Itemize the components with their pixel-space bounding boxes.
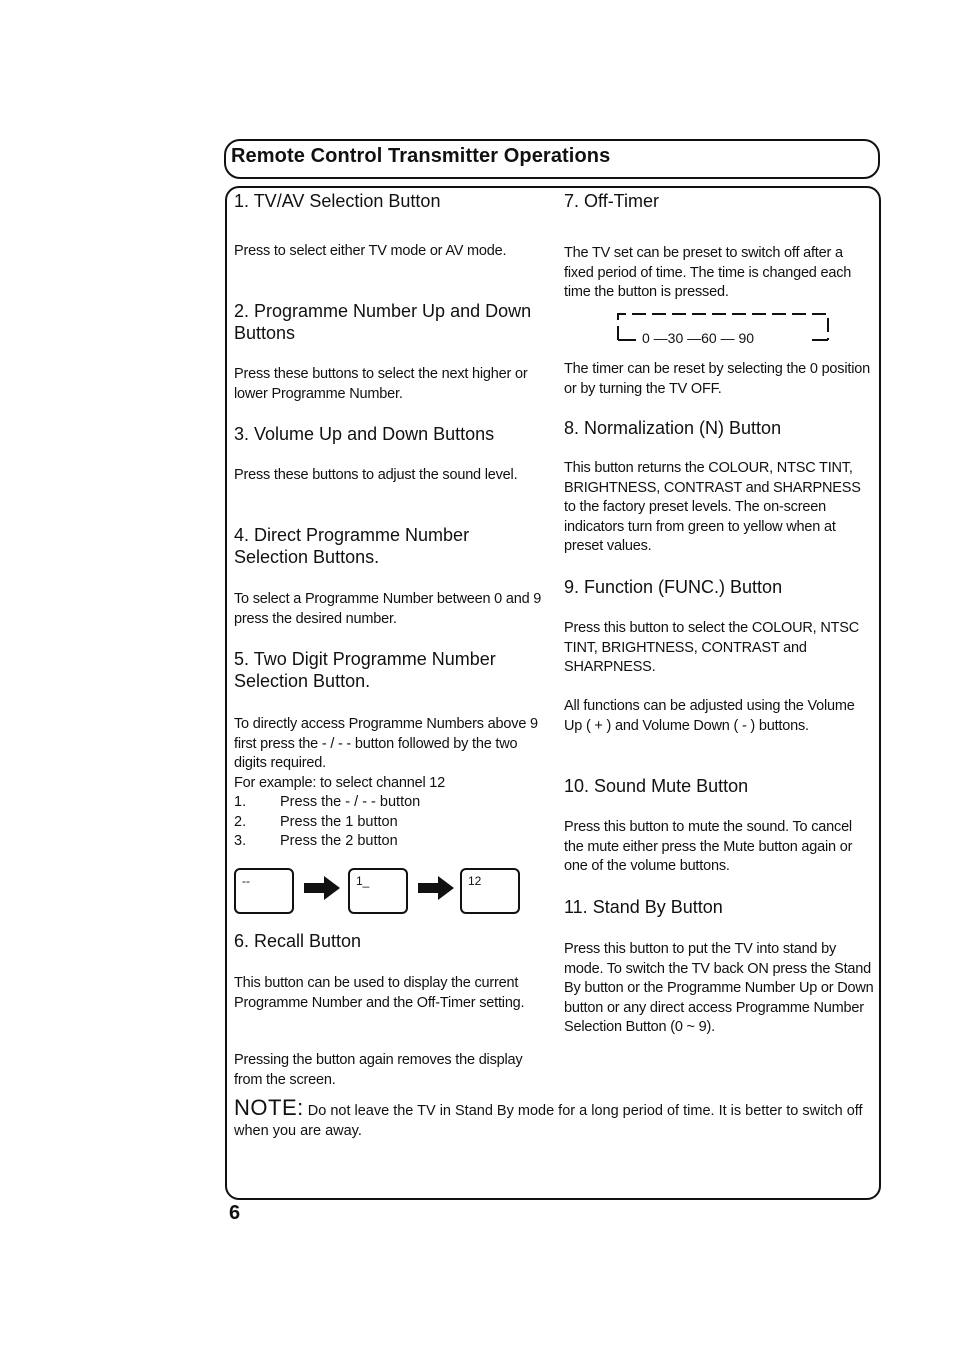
section-3-body: Press these buttons to adjust the sound level. — [234, 467, 518, 483]
section-6-body: This button can be used to display the current Programme Number and the Off-Timer setting. — [234, 975, 525, 1011]
section-4-heading: 4. Direct Programme Number Selection Buttons. — [234, 525, 470, 567]
off-timer-cycle-diagram — [614, 310, 834, 346]
arrow-right-icon — [304, 876, 340, 900]
section-6-body-2: Pressing the button again removes the display from the screen. — [234, 1052, 523, 1088]
section-4-body: To select a Programme Number between 0 and 9 press the desired number. — [234, 591, 542, 627]
section-11-heading: 11. Stand By Button — [564, 897, 723, 917]
section-9-body-2: All functions can be adjusted using the Volume Up ( + ) and Volume Down ( - ) buttons. — [564, 698, 855, 734]
section-3-heading: 3. Volume Up and Down Buttons — [234, 424, 495, 444]
section-7-body-2: The timer can be reset by selecting the 0 position or by turning the TV OFF. — [564, 361, 870, 397]
key-sequence-diagram — [234, 868, 534, 920]
arrow-right-icon — [418, 876, 454, 900]
timer-cycle-label: 0 —30 —60 — 90 — [642, 330, 755, 346]
section-5-example: For example: to select channel 12 — [234, 775, 446, 791]
section-1-heading: 1. TV/AV Selection Button — [234, 191, 441, 211]
section-8-heading: 8. Normalization (N) Button — [564, 418, 782, 438]
section-5-heading: 5. Two Digit Programme Number Selection Button. — [234, 649, 496, 691]
note-label: NOTE: — [234, 1095, 304, 1120]
section-7-body: The TV set can be preset to switch off after a fixed period of time. The time is changed each time the button is pressed. — [564, 245, 852, 300]
section-9-body: Press this button to select the COLOUR, NTSC TINT, BRIGHTNESS, CONTRAST and SHARPNESS. — [564, 620, 860, 675]
section-1-body: Press to select either TV mode or AV mode. — [234, 243, 507, 259]
page-number: 6 — [229, 1202, 241, 1224]
key-one: 1_ — [348, 868, 408, 914]
section-5-steps — [234, 793, 544, 852]
section-8-body: This button returns the COLOUR, NTSC TINT, BRIGHTNESS, CONTRAST and SHARPNESS to the factory preset levels. The on-screen indicators turn from green to yellow when at preset values. — [564, 460, 861, 554]
section-5-body: To directly access Programme Numbers above 9 first press the - / - - button followed by the two digits required. — [234, 716, 538, 771]
section-11-body: Press this button to put the TV into stand by mode. To switch the TV back ON press the Stand By button or the Programme Number Up or Down button or any direct access Programme Number Selection Button (0 ~ 9). — [564, 941, 874, 1035]
section-10-body: Press this button to mute the sound. To cancel the mute either press the Mute button again or one of the volume buttons. — [564, 819, 853, 874]
step-item: 3. Press the 2 button — [234, 833, 398, 849]
step-item: 2. Press the 1 button — [234, 813, 398, 830]
section-9-heading: 9. Function (FUNC.) Button — [564, 577, 783, 597]
note — [234, 1095, 874, 1141]
step-item: 1. Press the - / - - button — [234, 794, 421, 810]
section-10-heading: 10. Sound Mute Button — [564, 776, 749, 796]
page-title: Remote Control Transmitter Operations — [231, 145, 611, 167]
note-text: Do not leave the TV in Stand By mode for a long period of time. It is better to switch off when you are away. — [234, 1103, 863, 1139]
section-6-heading: 6. Recall Button — [234, 931, 362, 951]
key-dash-dash: -- — [234, 868, 294, 914]
section-2-heading: 2. Programme Number Up and Down Buttons — [234, 301, 532, 343]
key-twelve: 12 — [460, 868, 520, 914]
section-2-body: Press these buttons to select the next higher or lower Programme Number. — [234, 366, 528, 402]
section-7-heading: 7. Off-Timer — [564, 191, 660, 211]
